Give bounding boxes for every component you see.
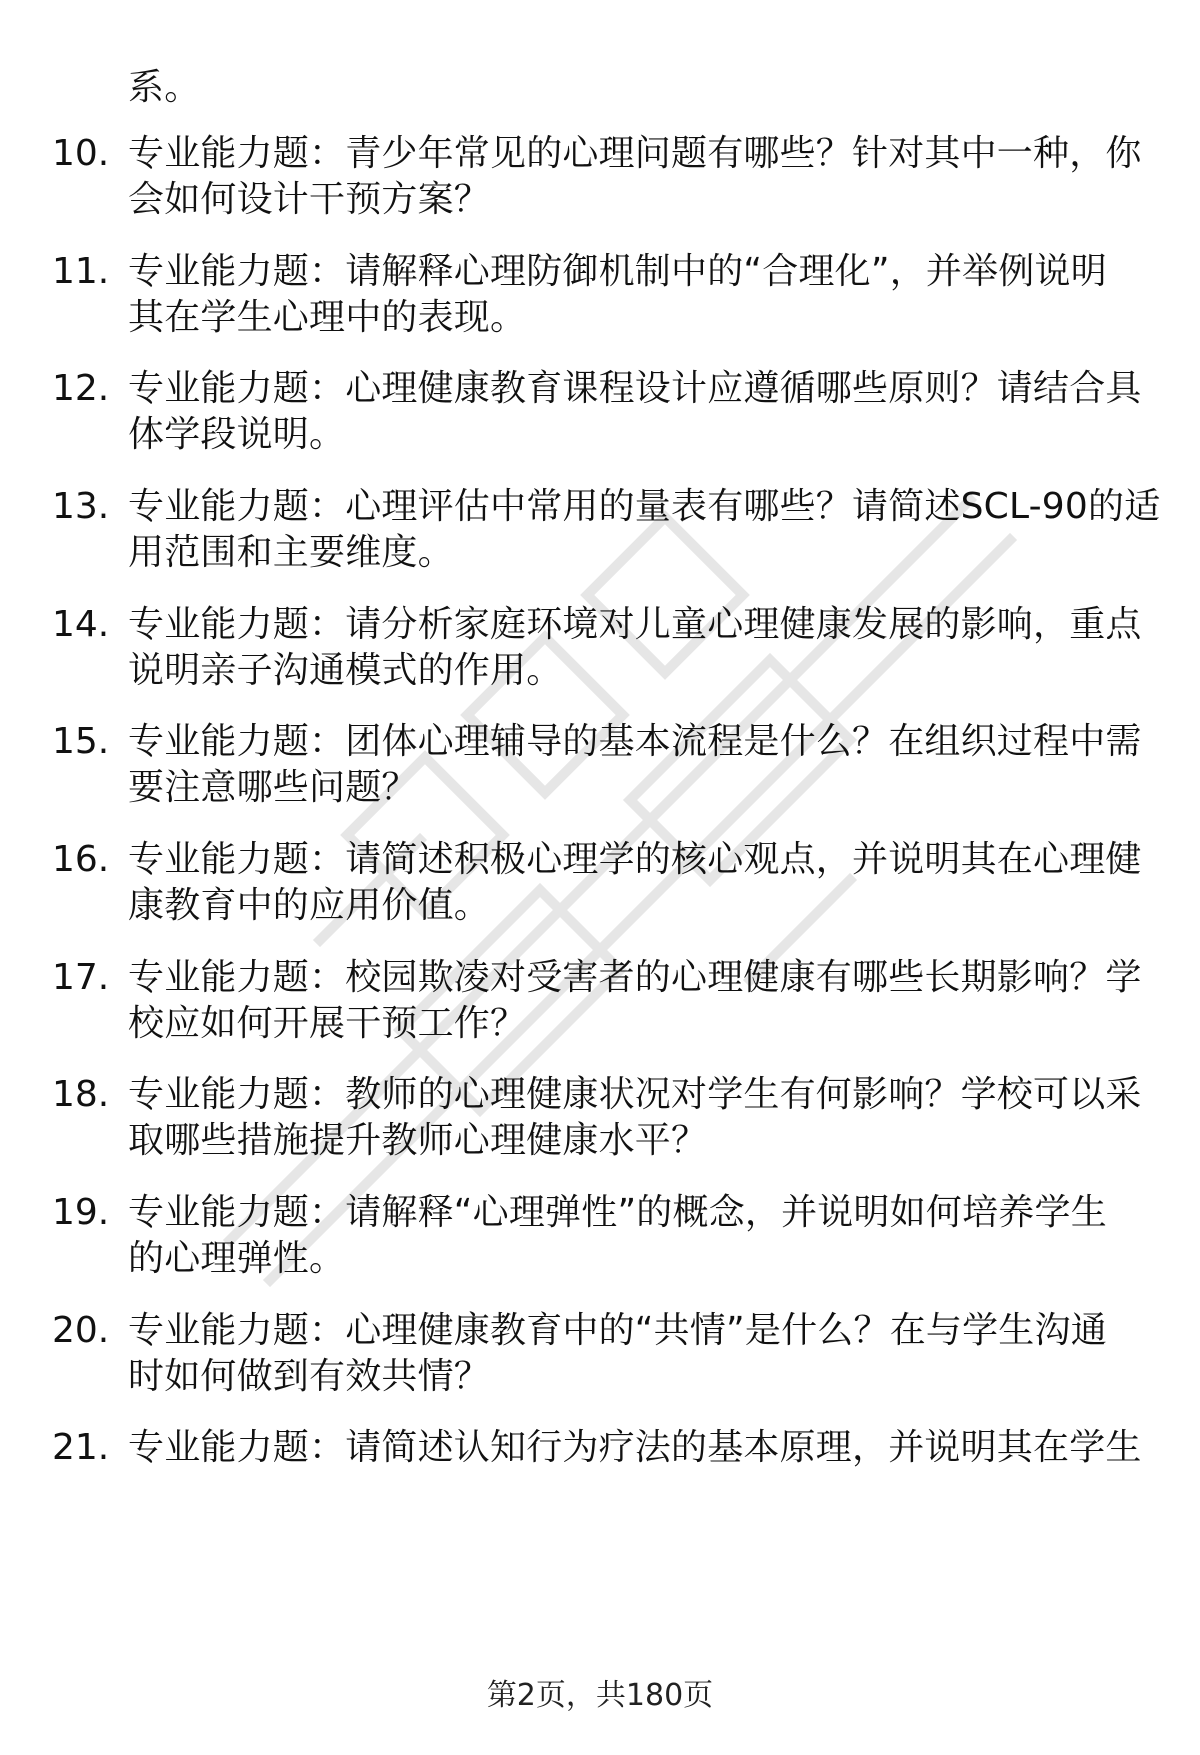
question-text-line-1: 专业能力题：请简述认知行为疗法的基本原理，并说明其在学生 xyxy=(128,1427,1142,1468)
question-text-line-2: 取哪些措施提升教师心理健康水平？ xyxy=(128,1120,708,1161)
question-text-line-1: 专业能力题：请解释“心理弹性”的概念，并说明如何培养学生 xyxy=(128,1192,1107,1233)
question-number: 11. xyxy=(52,251,110,292)
question-number: 18. xyxy=(52,1074,110,1115)
question-text-line-1: 专业能力题：请解释心理防御机制中的“合理化”，并举例说明 xyxy=(128,251,1107,292)
question-text-line-2: 其在学生心理中的表现。 xyxy=(128,297,527,338)
question-number: 21. xyxy=(52,1427,110,1468)
question-text-line-2: 时如何做到有效共情？ xyxy=(128,1356,491,1397)
question-number: 16. xyxy=(52,839,110,880)
question-number: 12. xyxy=(52,368,110,409)
question-number: 10. xyxy=(52,133,110,174)
question-text-line-1: 专业能力题：教师的心理健康状况对学生有何影响？学校可以采 xyxy=(128,1074,1142,1115)
question-number: 19. xyxy=(52,1192,110,1233)
question-text-line-2: 要注意哪些问题？ xyxy=(128,767,418,808)
question-number: 20. xyxy=(52,1310,110,1351)
question-number: 13. xyxy=(52,486,110,527)
question-text-line-1: 专业能力题：心理评估中常用的量表有哪些？请简述SCL-90的适 xyxy=(128,486,1161,527)
question-text-line-1: 专业能力题：青少年常见的心理问题有哪些？针对其中一种，你 xyxy=(128,133,1142,174)
question-number: 15. xyxy=(52,721,110,762)
question-text-line-1: 专业能力题：心理健康教育中的“共情”是什么？在与学生沟通 xyxy=(128,1310,1107,1351)
question-text-line-1: 专业能力题：校园欺凌对受害者的心理健康有哪些长期影响？学 xyxy=(128,957,1142,998)
question-text-line-2: 体学段说明。 xyxy=(128,414,346,455)
question-text-line-2: 康教育中的应用价值。 xyxy=(128,885,491,926)
page-footer: 第2页，共180页 xyxy=(486,1678,714,1713)
question-text-line-2: 的心理弹性。 xyxy=(128,1238,346,1279)
question-number: 17. xyxy=(52,957,110,998)
question-text-line-1: 专业能力题：团体心理辅导的基本流程是什么？在组织过程中需 xyxy=(128,721,1142,762)
question-text-line-1: 专业能力题：请分析家庭环境对儿童心理健康发展的影响，重点 xyxy=(128,604,1142,645)
question-text-line-2: 用范围和主要维度。 xyxy=(128,532,454,573)
question-text-line-1: 专业能力题：请简述积极心理学的核心观点，并说明其在心理健 xyxy=(128,839,1142,880)
continuation-line: 系。 xyxy=(128,67,201,108)
question-text-line-2: 说明亲子沟通模式的作用。 xyxy=(128,650,563,691)
question-text-line-2: 会如何设计干预方案？ xyxy=(128,179,491,220)
question-text-line-1: 专业能力题：心理健康教育课程设计应遵循哪些原则？请结合具 xyxy=(128,368,1142,409)
question-number: 14. xyxy=(52,604,110,645)
question-text-line-2: 校应如何开展干预工作？ xyxy=(128,1003,527,1044)
